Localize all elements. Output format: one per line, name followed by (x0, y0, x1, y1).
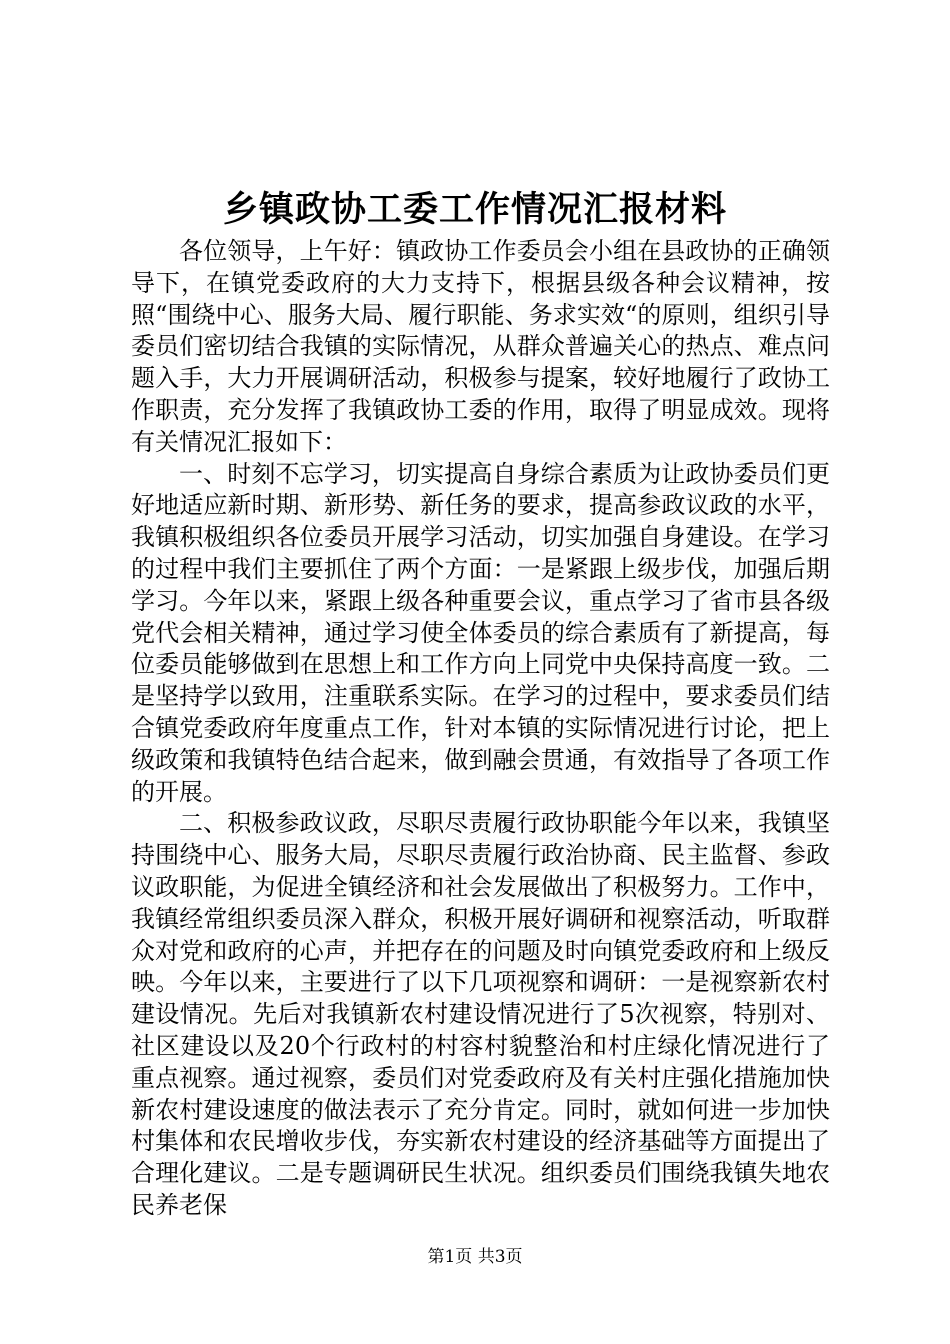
document-body (131, 236, 830, 1222)
page-number: 第1页 (427, 1247, 473, 1267)
document-title: 乡镇政协工委工作情况汇报材料 (222, 189, 727, 230)
paragraph-intro: 各位领导，上午好：镇政协工作委员会小组在县政协的正确领导下，在镇党委政府的大力支持下，根据县级各种会议精神，按照“围绕中心、服务大局、履行职能、务求实效“的原则，组织引导委员们密切结合我镇的实际情况，从群众普遍关心的热点、难点问题入手，大力开展调研活动，积极参与提案，较好地履行了政协工作职责，充分发挥了我镇政协工委的作用，取得了明显成效。现将有关情况汇报如下： (131, 237, 830, 456)
page-footer (0, 1245, 950, 1269)
paragraph-section-2: 二、积极参政议政，尽职尽责履行政协职能今年以来，我镇坚持围绕中心、服务大局，尽职尽责履行政治协商、民主监督、参政议政职能，为促进全镇经济和社会发展做出了积极努力。工作中，我镇经常组织委员深入群众，积极开展好调研和视察活动，听取群众对党和政府的心声，并把存在的问题及时向镇党委政府和上级反映。今年以来，主要进行了以下几项视察和调研：一是视察新农村建设情况。先后对我镇新农村建设情况进行了5次视察，特别对、社区建设以及20个行政村的村容村貌整治和村庄绿化情况进行了重点视察。通过视察，委员们对党委政府及有关村庄强化措施加快新农村建设速度的做法表示了充分肯定。同时，就如何进一步加快村集体和农民增收步伐，夯实新农村建设的经济基础等方面提出了合理化建议。二是专题调研民生状况。组织委员们围绕我镇失地农民养老保 (131, 809, 830, 1219)
paragraph-section-1: 一、时刻不忘学习，切实提高自身综合素质为让政协委员们更好地适应新时期、新形势、新任务的要求，提高参政议政的水平，我镇积极组织各位委员开展学习活动，切实加强自身建设。在学习的过程中我们主要抓住了两个方面：一是紧跟上级步伐，加强后期学习。今年以来，紧跟上级各种重要会议，重点学习了省市县各级党代会相关精神，通过学习使全体委员的综合素质有了新提高，每位委员能够做到在思想上和工作方向上同党中央保持高度一致。二是坚持学以致用，注重联系实际。在学习的过程中，要求委员们结合镇党委政府年度重点工作，针对本镇的实际情况进行讨论，把上级政策和我镇特色结合起来，做到融会贯通，有效指导了各项工作的开展。 (131, 459, 830, 806)
page-total: 共3页 (477, 1247, 523, 1267)
